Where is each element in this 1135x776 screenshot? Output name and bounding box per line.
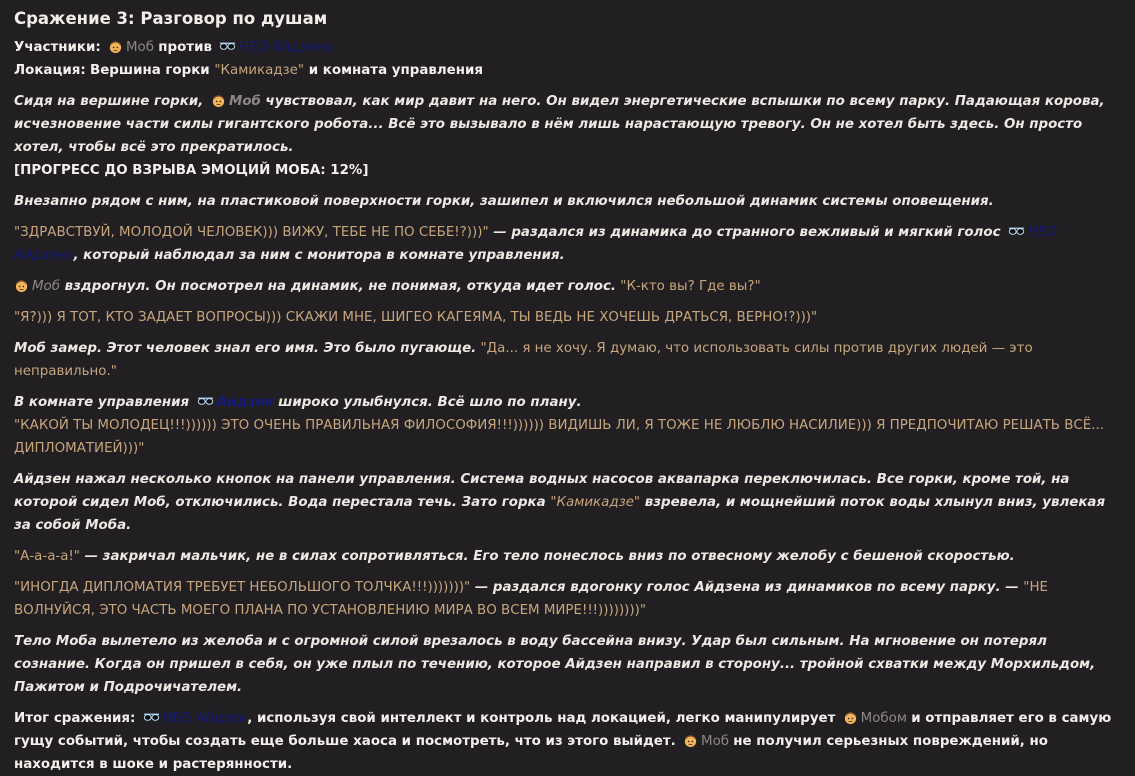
p1-text-b: чувствовал, как мир давит на него. Он видел энергетические вспышки по всему парку. Падающая корова, исчезновение части силы гигантского робота... Всё это вызывало в нём лишь нарастающую тревогу. Он не хотел быть здесь. Он просто хотел, чтобы всё это прекратилось. bbox=[14, 94, 1105, 155]
sunglasses-icon bbox=[197, 395, 214, 407]
p3-text-a: — раздался из динамика до странного вежливый и мягкий голос bbox=[488, 225, 1001, 240]
participant-mob: Моб bbox=[125, 40, 154, 55]
location-label: Локация: bbox=[14, 63, 86, 78]
sunglasses-icon bbox=[1008, 225, 1025, 237]
p6-text: Моб замер. Этот человек знал его имя. Это было пугающе. bbox=[14, 341, 477, 356]
paragraph-2: Внезапно рядом с ним, на пластиковой поверхности горки, зашипел и включился небольшой динамик системы оповещения. bbox=[14, 194, 994, 209]
neo-mention: Айдзен bbox=[216, 395, 274, 410]
paragraph-10 bbox=[14, 545, 1121, 568]
participants-line bbox=[14, 36, 1121, 59]
p9-text-b: взревела, и мощнейший поток воды хлынул вниз, увлекая за собой Моба. bbox=[14, 495, 1106, 533]
neo-quote: "НЕ ВОЛНУЙСЯ, ЭТО ЧАСТЬ МОЕГО ПЛАНА ПО УСТАНОВЛЕНИЮ МИРА ВО ВСЕМ МИРЕ!!!))))))))" bbox=[14, 580, 1048, 618]
mob-mention: Мобом bbox=[860, 711, 907, 726]
paragraph-12: Тело Моба вылетело из желоба и с огромной силой врезалось в воду бассейна внизу. Удар был сильным. На мгновение он потерял сознание. Когда он пришел в себя, он уже плыл по течению, которое Айдзен направил в сторону... тройной схватки между Морхильдом, Пажитом и Подрочичателем. bbox=[14, 634, 1096, 695]
sunglasses-icon bbox=[219, 40, 236, 52]
neo-quote: "ИНОГДА ДИПЛОМАТИЯ ТРЕБУЕТ НЕБОЛЬШОГО ТОЛЧКА!!!)))))))" bbox=[14, 580, 471, 595]
scream-quote: "А-а-а-а!" bbox=[14, 549, 80, 564]
participant-neo: НЕО Айдзена bbox=[239, 40, 332, 55]
person-face-icon bbox=[211, 93, 226, 108]
p7-text-a: В комнате управления bbox=[14, 395, 190, 410]
p3-text-b: , который наблюдал за ним с монитора в комнате управления. bbox=[73, 248, 565, 263]
participants-label: Участники: bbox=[14, 40, 101, 55]
paragraph-5: "Я?))) Я ТОТ, КТО ЗАДАЕТ ВОПРОСЫ))) СКАЖИ МНЕ, ШИГЕО КАГЕЯМА, ТЫ ВЕДЬ НЕ ХОЧЕШЬ ДРАТЬСЯ, ВЕРНО!?)))" bbox=[14, 310, 818, 325]
neo-mention: НЕО Айдзено bbox=[14, 225, 1057, 263]
versus-label: против bbox=[158, 40, 212, 55]
paragraph-4 bbox=[14, 275, 1121, 298]
p10-text: — закричал мальчик, не в силах сопротивляться. Его тело понеслось вниз по отвесному желобу с бешеной скоростью. bbox=[79, 549, 1015, 564]
paragraph-3 bbox=[14, 221, 1121, 267]
paragraph-7 bbox=[14, 391, 1121, 414]
slide-name: "Камикадзе" bbox=[550, 495, 641, 510]
location-post: и комната управления bbox=[304, 63, 483, 78]
progress-status: [ПРОГРЕСС ДО ВЗРЫВА ЭМОЦИЙ МОБА: 12%] bbox=[14, 163, 369, 178]
paragraph-1 bbox=[14, 90, 1121, 159]
person-face-icon bbox=[683, 733, 698, 748]
person-face-icon bbox=[108, 39, 123, 54]
mob-mention: Моб bbox=[701, 734, 730, 749]
mob-quote: "К-кто вы? Где вы?" bbox=[616, 279, 761, 294]
p11-text: — раздался вдогонку голос Айдзена из динамиков по всему парку. — bbox=[470, 580, 1024, 595]
slide-name: "Камикадзе" bbox=[214, 63, 305, 78]
location-pre: Вершина горки bbox=[89, 63, 215, 78]
neo-mention: НЕО Айдзен bbox=[162, 711, 248, 726]
summary-paragraph bbox=[14, 707, 1121, 776]
p7-text-b: широко улыбнулся. Всё шло по плану. bbox=[273, 395, 582, 410]
p9-text-a: Айдзен нажал несколько кнопок на панели управления. Система водных насосов аквапарка переключилась. Все горки, кроме той, на которой сидел Моб, отключились. Вода перестала течь. Зато горка bbox=[14, 472, 1070, 510]
person-face-icon bbox=[14, 278, 29, 293]
summary-text-b: и отправляет его в самую гущу событий, чтобы создать еще больше хаоса и посмотреть, что из этого выйдет. bbox=[14, 711, 1112, 749]
p4-text: вздрогнул. Он посмотрел на динамик, не понимая, откуда идет голос. bbox=[60, 279, 617, 294]
mob-quote: "Да... я не хочу. Я думаю, что использовать силы против других людей — это неправильно." bbox=[14, 341, 1033, 379]
paragraph-9 bbox=[14, 468, 1121, 537]
summary-text-c: не получил серьезных повреждений, но находится в шоке и растерянности. bbox=[14, 734, 1048, 772]
page-title: Сражение 3: Разговор по душам bbox=[14, 9, 328, 28]
mob-mention: Моб bbox=[32, 279, 61, 294]
mob-mention: Моб bbox=[229, 94, 261, 109]
paragraph-11 bbox=[14, 576, 1121, 622]
sunglasses-icon bbox=[143, 711, 160, 723]
p1-text-a: Сидя на вершине горки, bbox=[14, 94, 204, 109]
summary-text-a: , используя свой интеллект и контроль над локацией, легко манипулирует bbox=[247, 711, 836, 726]
summary-label: Итог сражения: bbox=[14, 711, 136, 726]
person-face-icon bbox=[843, 710, 858, 725]
location-line bbox=[14, 59, 1121, 82]
paragraph-8: "КАКОЙ ТЫ МОЛОДЕЦ!!!)))))) ЭТО ОЧЕНЬ ПРАВИЛЬНАЯ ФИЛОСОФИЯ!!!)))))) ВИДИШЬ ЛИ, Я ТОЖЕ НЕ ЛЮБЛЮ НАСИЛИЕ))) Я ПРЕДПОЧИТАЮ РЕШАТЬ ВСЁ... ДИПЛОМАТИЕЙ)))" bbox=[14, 418, 1104, 456]
paragraph-6 bbox=[14, 337, 1121, 383]
neo-quote: "ЗДРАВСТВУЙ, МОЛОДОЙ ЧЕЛОВЕК))) ВИЖУ, ТЕБЕ НЕ ПО СЕБЕ!?)))" bbox=[14, 225, 489, 240]
